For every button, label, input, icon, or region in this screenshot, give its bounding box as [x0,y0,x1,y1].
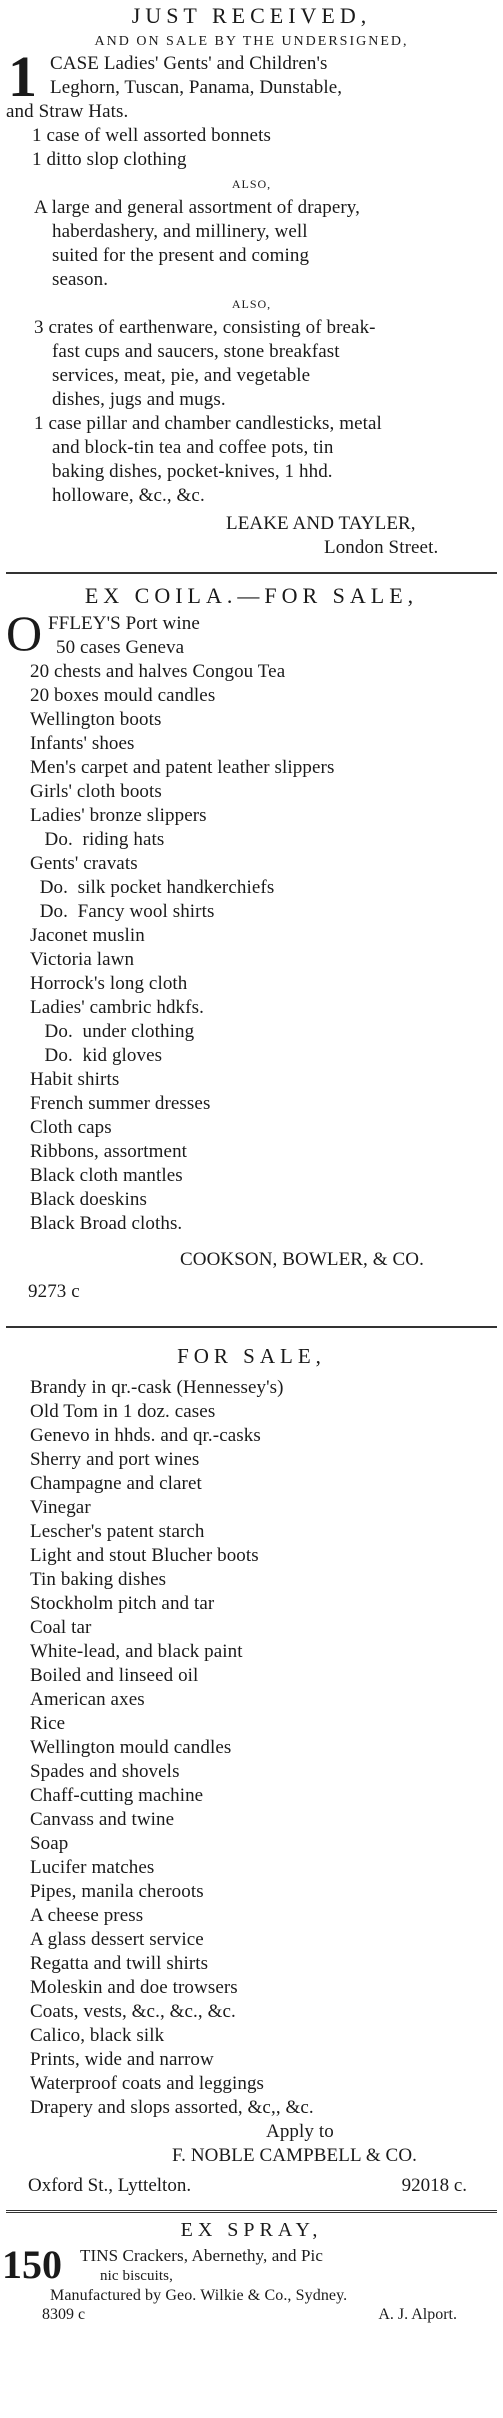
apply-to: Apply to [266,2121,334,2142]
ad-header: JUST RECEIVED, [131,3,372,28]
ad-header: EX COILA.—FOR SALE, [84,583,419,608]
list-item: Light and stout Blucher boots [30,1545,259,1566]
list-item: Coal tar [30,1617,92,1638]
item-list [0,1376,503,2120]
intro-line: nic biscuits, [100,2268,173,2284]
intro-block [0,2242,503,2309]
list-item: Rice [30,1713,66,1734]
list-item: Soap [30,1833,69,1854]
also-label: ALSO, [231,297,272,311]
signature: F. NOBLE CAMPBELL & CO. [172,2145,417,2166]
para-line: services, meat, pie, and vegetable [52,365,311,386]
list-item: Pipes, manila cheroots [30,1881,204,1902]
para-line: holloware, &c., &c. [52,485,205,506]
list-item: American axes [30,1689,145,1710]
list-item: Do. silk pocket handkerchiefs [30,877,275,898]
list-item: Victoria lawn [30,949,135,970]
list-item: Cloth caps [30,1117,112,1138]
signature: LEAKE AND TAYLER, [226,513,416,534]
list-item: 1 case of well assorted bonnets [32,125,271,146]
list-item: Boiled and linseed oil [30,1665,199,1686]
ad-header: EX SPRAY, [180,2219,323,2241]
list-item: Gents' cravats [30,853,138,874]
list-item: Black Broad cloths. [30,1213,183,1234]
ref-number: 92018 c. [401,2175,467,2196]
list-item: Canvass and twine [30,1809,175,1830]
list-item: A cheese press [30,1905,144,1926]
list-item: Habit shirts [30,1069,120,1090]
list-item: Do. under clothing [30,1021,195,1042]
list-item: Regatta and twill shirts [30,1953,209,1974]
list-item: Coats, vests, &c., &c., &c. [30,2001,236,2022]
list-item: 20 boxes mould candles [30,685,216,706]
list-item: Brandy in qr.-cask (Hennessey's) [30,1377,284,1398]
para-line: season. [52,269,109,290]
item-list [0,660,503,1236]
list-item: Ladies' bronze slippers [30,805,207,826]
para-line: 1 case pillar and chamber candlesticks, metal [34,413,382,434]
list-item: Spades and shovels [30,1761,180,1782]
list-item: Black cloth mantles [30,1165,183,1186]
drop-cap: O [6,605,43,661]
list-item: Wellington mould candles [30,1737,232,1758]
list-item: Ribbons, assortment [30,1141,188,1162]
list-item: Sherry and port wines [30,1449,200,1470]
ref-number: 9273 c [28,1281,80,1302]
intro-line: CASE Ladies' Gents' and Children's [50,53,328,74]
also-label: ALSO, [231,177,272,191]
para-line: haberdashery, and millinery, well [52,221,308,242]
list-item: Men's carpet and patent leather slippers [30,757,335,778]
list-item: Ladies' cambric hdkfs. [30,997,204,1018]
list-item: Calico, black silk [30,2025,165,2046]
list-item: A glass dessert service [30,1929,204,1950]
para-line: fast cups and saucers, stone breakfast [52,341,340,362]
ad-ex-spray [0,2213,503,2325]
address: Oxford St., Lyttelton. [28,2175,192,2196]
list-item: Old Tom in 1 doz. cases [30,1401,216,1422]
list-item: Do. kid gloves [30,1045,163,1066]
intro-line: Leghorn, Tuscan, Panama, Dunstable, [50,77,343,98]
list-item: Genevo in hhds. and qr.-casks [30,1425,261,1446]
list-item: Champagne and claret [30,1473,202,1494]
list-item: Drapery and slops assorted, &c,, &c. [30,2097,314,2118]
list-item: Infants' shoes [30,733,135,754]
ad-ex-coila [0,574,503,1304]
intro-line: Manufactured by Geo. Wilkie & Co., Sydney. [50,2287,348,2304]
ad-subheader: AND ON SALE BY THE UNDERSIGNED, [94,34,409,49]
para-line: dishes, jugs and mugs. [52,389,226,410]
para-line: suited for the present and coming [52,245,310,266]
list-item: Do. riding hats [30,829,165,850]
list-item: Prints, wide and narrow [30,2049,214,2070]
ad-header: FOR SALE, [177,1344,326,1368]
address-row [0,2168,503,2198]
list-item: Lescher's patent starch [30,1521,205,1542]
ref-number: 8309 c [42,2306,86,2323]
list-item: Black doeskins [30,1189,147,1210]
list-item: French summer dresses [30,1093,211,1114]
para-line: and block-tin tea and coffee pots, tin [52,437,334,458]
intro-block [0,605,503,661]
signature: COOKSON, BOWLER, & CO. [180,1249,424,1270]
list-item: Girls' cloth boots [30,781,162,802]
signature: A. J. Alport. [378,2306,457,2323]
para-line: 3 crates of earthenware, consisting of break- [34,317,376,338]
list-item: Moleskin and doe trowsers [30,1977,238,1998]
intro-line: TINS Crackers, Abernethy, and Pic [80,2246,323,2265]
list-item: Stockholm pitch and tar [30,1593,215,1614]
first-line: FFLEY'S Port wine [48,613,200,634]
list-item: White-lead, and black paint [30,1641,243,1662]
list-item: Tin baking dishes [30,1569,167,1590]
list-item: Horrock's long cloth [30,973,188,994]
list-item: Lucifer matches [30,1857,155,1878]
list-item: 1 ditto slop clothing [32,149,187,170]
intro-line: and Straw Hats. [6,101,129,122]
list-item: Do. Fancy wool shirts [30,901,215,922]
address: London Street. [324,537,439,558]
drop-cap: 150 [2,2242,62,2287]
intro-block [0,44,503,124]
second-line: 50 cases Geneva [56,637,185,658]
list-item: Chaff-cutting machine [30,1785,204,1806]
ad-just-received [0,0,503,560]
ad-for-sale [0,1328,503,2198]
para-line: baking dishes, pocket-knives, 1 hhd. [52,461,333,482]
drop-cap: 1 [8,44,37,109]
list-item: Jaconet muslin [30,925,145,946]
list-item: Wellington boots [30,709,162,730]
para-line: A large and general assortment of drapery, [34,197,361,218]
list-item: 20 chests and halves Congou Tea [30,661,286,682]
list-item: Waterproof coats and leggings [30,2073,265,2094]
list-item: Vinegar [30,1497,91,1518]
